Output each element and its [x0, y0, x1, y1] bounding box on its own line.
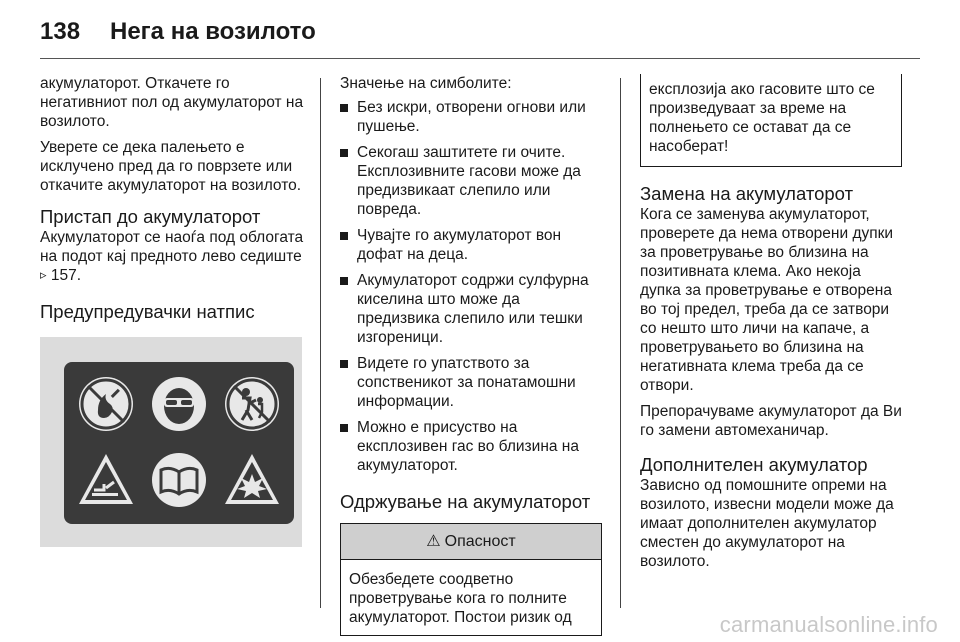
page-header [40, 18, 316, 48]
danger-notice [340, 523, 602, 636]
paragraph: Уверете се дека палењето е исклучено пред да го поврзете или откачите акумулаторот на возилото. [40, 139, 302, 194]
warning-label-figure [40, 337, 302, 547]
list-item: Секогаш заштитете ги очите. Експлозивните гасови може да предизвикаат слепило или повреда. [340, 143, 602, 219]
bullet-icon [340, 232, 348, 240]
bullet-icon [340, 277, 348, 285]
symbols-intro: Значење на симболите: [340, 75, 512, 92]
column-divider-2 [620, 78, 621, 608]
column-1 [40, 74, 306, 547]
bullet-icon [340, 149, 348, 157]
paragraph: Зависно од помошните опреми на возилото, извесни модели може да имаат дополнителен акумулатор сместен до акумулаторот на возилото. [640, 477, 894, 570]
paragraph: акумулаторот. Откачете го негативниот пол од акумулаторот на возилото. [40, 75, 304, 130]
eye-protection-icon [149, 374, 209, 434]
heading-battery-replacement: Замена на акумулаторот [640, 183, 854, 204]
danger-notice-header [341, 524, 601, 560]
bullet-icon [340, 360, 348, 368]
no-fire-icon [76, 374, 136, 434]
danger-notice-text: Обезбедете соодветно проветрување кога го полните акумулаторот. Постои ризик од [349, 571, 572, 626]
column-2 [340, 74, 602, 636]
list-item: Чувајте го акумулаторот вон дофат на деца. [340, 226, 602, 264]
symbol-meaning-list [340, 98, 602, 475]
heading-battery-access: Пристап до акумулаторот [40, 206, 261, 227]
paragraph-battery-location: Акумулаторот се наоѓа под облогата на подот кај предното лево седиште ▹ 157. [40, 229, 304, 284]
explosion-warning-icon [222, 450, 282, 510]
warning-triangle-icon: ⚠ [426, 533, 441, 550]
bullet-icon [340, 424, 348, 432]
watermark: carmanualsonline.info [719, 612, 938, 637]
header-divider [40, 58, 920, 59]
bullet-icon [340, 104, 348, 112]
list-item: Можно е присуство на експлозивен гас во близина на акумулаторот. [340, 418, 602, 475]
list-item: Акумулаторот содржи сулфурна киселина што може да предизвика слепило или тешки изгореници. [340, 271, 602, 347]
column-3 [640, 74, 902, 578]
list-item: Без искри, отворени огнови или пушење. [340, 98, 602, 136]
list-item: Видете го упатството за сопственикот за понатамошни информации. [340, 354, 602, 411]
danger-notice-title: Опасност [444, 533, 516, 550]
page-reference-icon[interactable]: ▹ [40, 267, 47, 282]
keep-children-away-icon [222, 374, 282, 434]
acid-warning-icon [76, 450, 136, 510]
page-number: 138 [40, 18, 81, 45]
paragraph: Препорачуваме акумулаторот да Ви го замени автомеханичар. [640, 403, 902, 439]
warning-label-panel [64, 362, 294, 524]
page-reference-link[interactable]: 157. [50, 267, 82, 284]
read-manual-icon [149, 450, 209, 510]
heading-battery-maintenance: Одржување на акумулаторот [340, 491, 591, 512]
heading-auxiliary-battery: Дополнителен акумулатор [640, 454, 868, 475]
section-title: Нега на возилото [110, 18, 316, 45]
paragraph: Кога се заменува акумулаторот, проверете да нема отворени дупки за проветрување во близина на позитивната клема. Ако некоја дупка за проветрување е отворена во тој предел, треба да се затвори со нешто што личи на капаче, а проветрувањето во близина на негативната клема треба да се отвори. [640, 206, 894, 394]
column-divider-1 [320, 78, 321, 608]
heading-warning-labels: Предупредувачки натпис [40, 301, 255, 322]
danger-notice-continued: експлозија ако гасовите што се произведуваат за време на полнењето се остават да се насоберат! [640, 74, 902, 167]
